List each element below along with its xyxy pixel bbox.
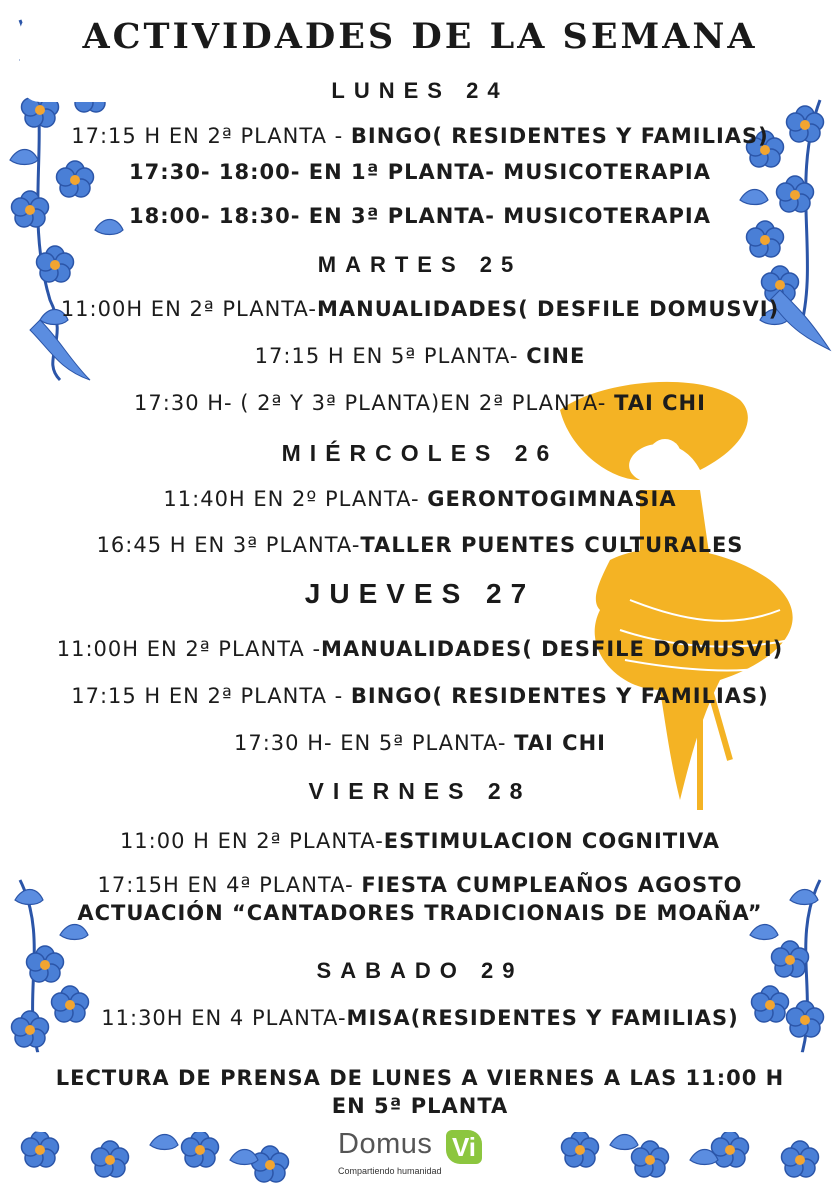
activity-line: 17:15 H EN 2ª PLANTA - BINGO( RESIDENTES Y FAMILIAS) xyxy=(71,684,769,708)
logo-badge: Vi xyxy=(446,1130,482,1164)
day-heading-viernes: VIERNES 28 xyxy=(308,778,532,804)
activity-line: ACTUACIÓN “CANTADORES TRADICIONAIS DE MOAÑA” xyxy=(77,901,763,925)
footer-line-2: EN 5ª PLANTA xyxy=(331,1094,509,1118)
activity-line: 18:00- 18:30- EN 3ª PLANTA- MUSICOTERAPIA xyxy=(128,204,712,228)
logo-tagline: Compartiendo humanidad xyxy=(338,1166,442,1176)
day-heading-lunes: LUNES 24 xyxy=(331,78,509,103)
activity-line: 17:15H EN 4ª PLANTA- FIESTA CUMPLEAÑOS AGOSTO xyxy=(97,873,743,897)
logo-text: Domus xyxy=(338,1128,433,1160)
footer-line-1: LECTURA DE PRENSA DE LUNES A VIERNES A LAS 11:00 H xyxy=(55,1066,785,1090)
day-heading-sabado: SABADO 29 xyxy=(316,958,524,983)
day-heading-martes: MARTES 25 xyxy=(317,252,523,277)
activity-line: 11:00H EN 2ª PLANTA-MANUALIDADES( DESFILE DOMUSVI) xyxy=(60,297,780,321)
activity-line: 17:15 H EN 5ª PLANTA- CINE xyxy=(254,344,586,368)
activity-line: 17:30 H- ( 2ª Y 3ª PLANTA)EN 2ª PLANTA- TAI CHI xyxy=(134,391,706,415)
activity-line: 17:30- 18:00- EN 1ª PLANTA- MUSICOTERAPIA xyxy=(128,160,712,184)
footer-note xyxy=(18,1064,822,1120)
page-title: ACTIVIDADES DE LA SEMANA xyxy=(82,16,758,57)
activity-line: 17:30 H- EN 5ª PLANTA- TAI CHI xyxy=(234,731,606,755)
day-heading-jueves: JUEVES 27 xyxy=(304,578,536,609)
activity-line: 11:40H EN 2º PLANTA- GERONTOGIMNASIA xyxy=(163,487,677,511)
activity-line: 16:45 H EN 3ª PLANTA-TALLER PUENTES CULTURALES xyxy=(96,533,744,557)
day-heading-miercoles: MIÉRCOLES 26 xyxy=(281,440,559,466)
activity-line: 11:30H EN 4 PLANTA-MISA(RESIDENTES Y FAMILIAS) xyxy=(101,1006,739,1030)
activity-line: 11:00 H EN 2ª PLANTA-ESTIMULACION COGNITIVA xyxy=(119,829,721,853)
activity-line: 11:00H EN 2ª PLANTA -MANUALIDADES( DESFILE DOMUSVI) xyxy=(56,637,784,661)
domusvi-logo xyxy=(338,1128,498,1180)
activity-line: 17:15 H EN 2ª PLANTA - BINGO( RESIDENTES Y FAMILIAS) xyxy=(71,124,769,148)
bottom-left-flowers xyxy=(12,880,289,1182)
